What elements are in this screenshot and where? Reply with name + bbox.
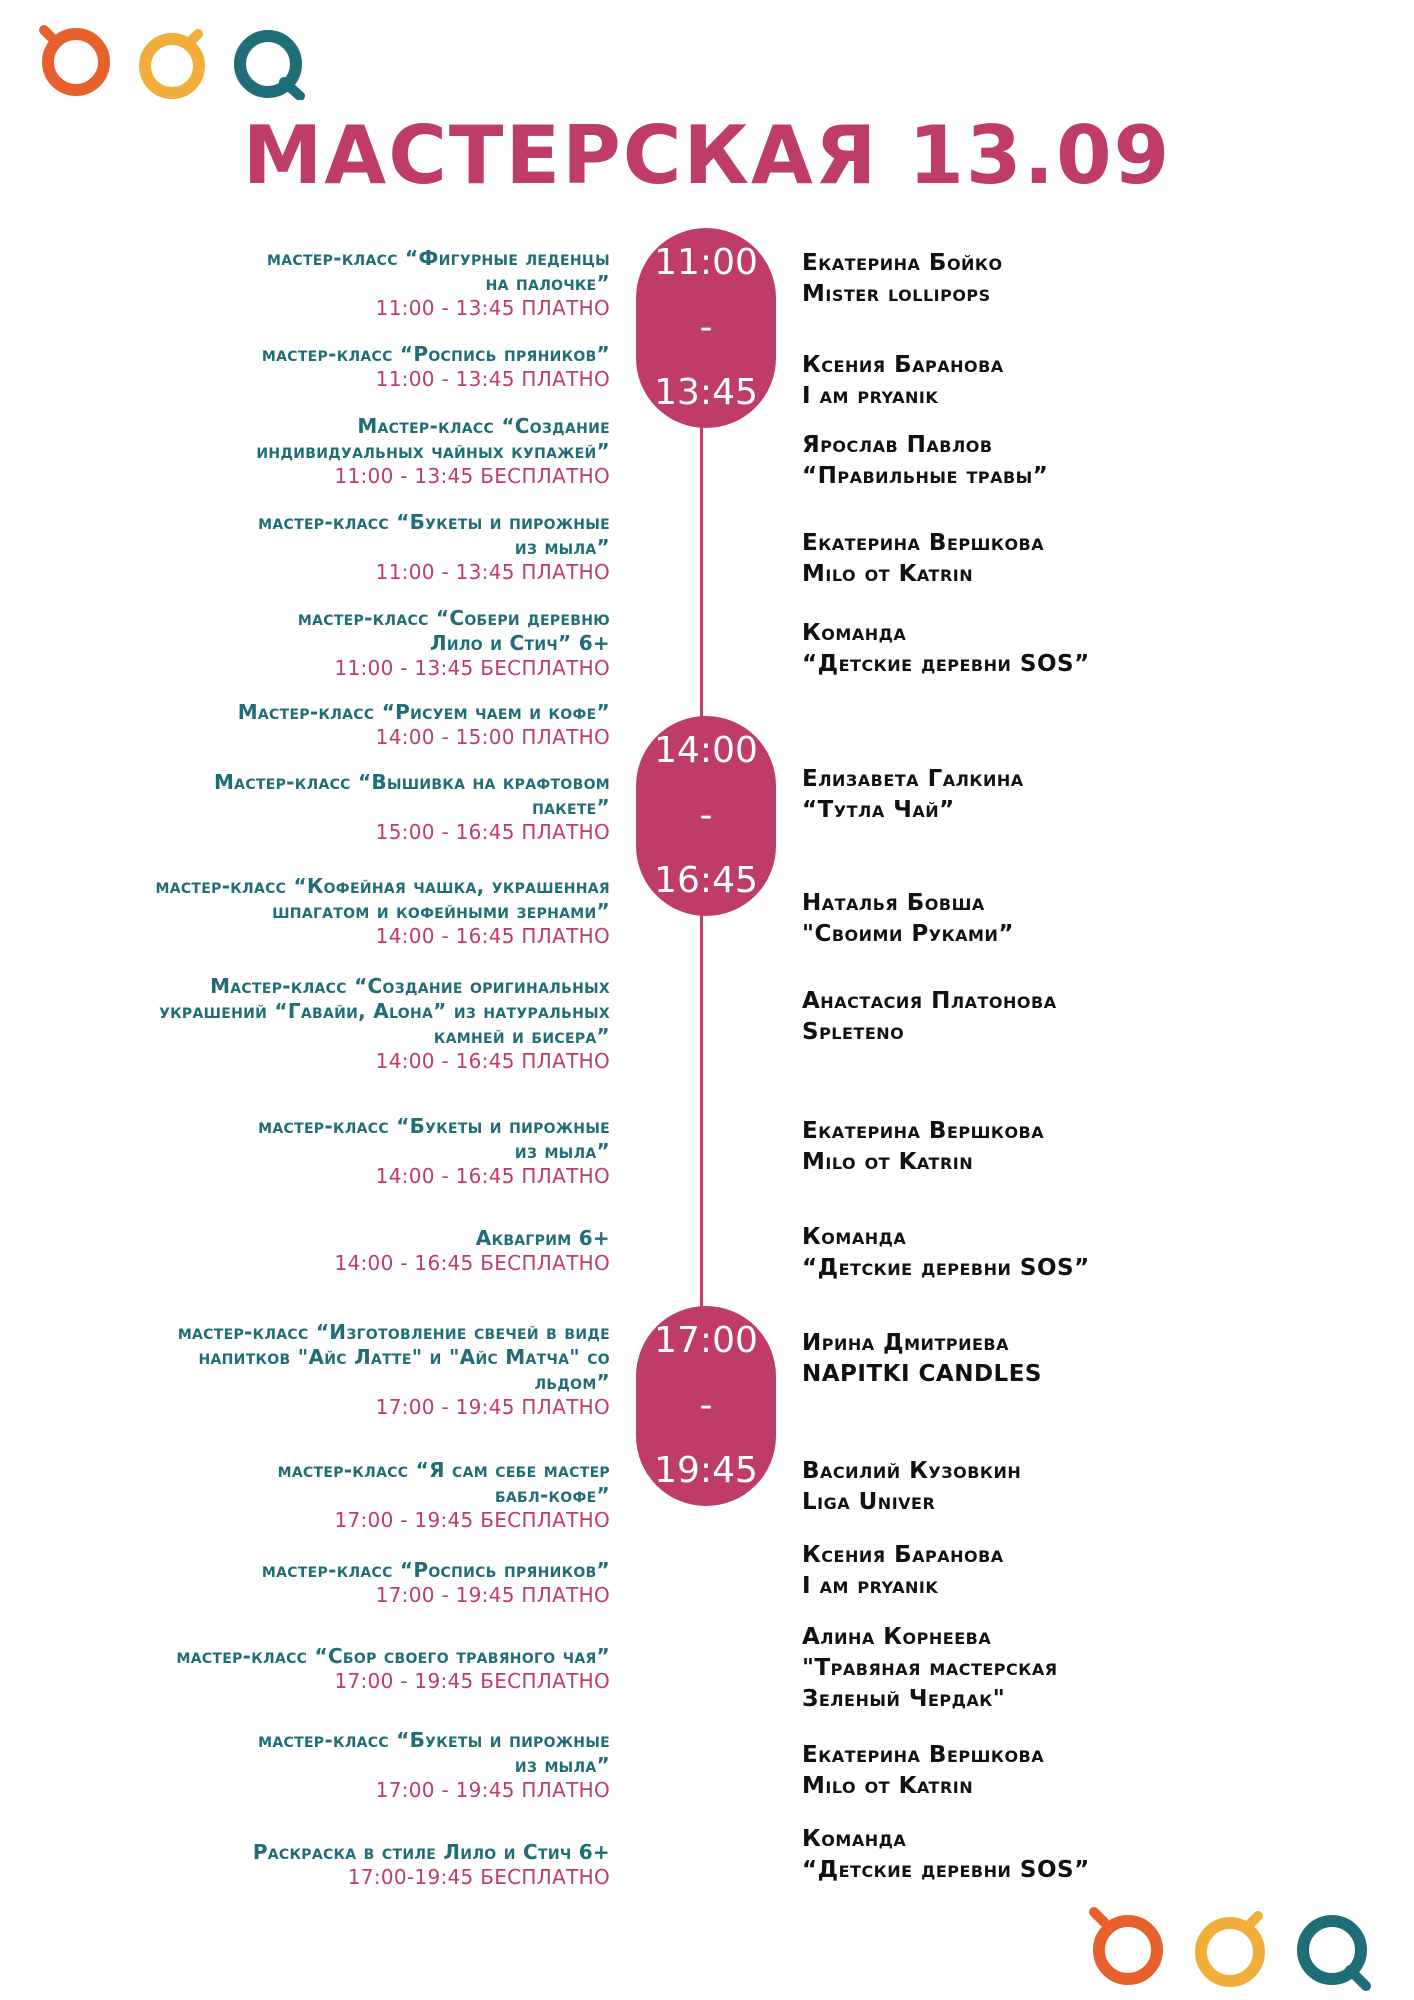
event-item <box>159 974 610 1074</box>
event-title-line: мастер-класс “Роспись пряников” <box>261 1558 610 1582</box>
yellow-ring-icon <box>1201 1916 1259 1981</box>
host-line: “Детские деревни SOS” <box>802 1857 1090 1883</box>
event-title-line: напитков "Айс Латте" и "Айс Матча" со <box>198 1345 610 1369</box>
host-line: Наталья Бовша <box>802 890 985 916</box>
host-line: "Своими Руками” <box>802 921 1014 947</box>
host-line: Екатерина Вершкова <box>802 1118 1045 1144</box>
event-item <box>214 770 610 845</box>
event-title-line: мастер-класс “Букеты и пирожные <box>258 1114 610 1138</box>
event-title-line: Раскраска в стиле Лило и Стич 6+ <box>252 1840 610 1864</box>
event-item <box>262 342 610 392</box>
event-title-line: мастер-класс “Букеты и пирожные <box>258 510 610 534</box>
time-block-dash: - <box>699 795 713 836</box>
event-time: 17:00 - 19:45 ПЛАТНО <box>375 1395 610 1419</box>
orange-ring-icon <box>1094 1912 1157 1979</box>
orange-ring-icon <box>44 30 104 90</box>
event-title-line: шпагатом и кофейными зернами” <box>272 899 610 923</box>
brand-logo-bottom <box>1088 1900 1378 1992</box>
time-block-start: 11:00 <box>654 242 758 283</box>
host-item <box>802 1824 1090 1886</box>
time-block-end: 19:45 <box>654 1450 758 1491</box>
event-title-line: Мастер-класс “Вышивка на крафтовом <box>213 770 610 794</box>
event-item <box>334 1226 610 1276</box>
event-time: 17:00-19:45 БЕСПЛАТНО <box>347 1865 610 1889</box>
event-item <box>256 414 610 489</box>
host-item <box>802 248 1003 310</box>
host-line: "Травяная мастерская <box>802 1655 1058 1681</box>
teal-ring-icon <box>1303 1921 1366 1986</box>
event-time: 11:00 - 13:45 ПЛАТНО <box>375 560 610 584</box>
host-item <box>802 528 1044 590</box>
event-title-line: мастер-класс “Букеты и пирожные <box>258 1728 610 1752</box>
time-block-dash: - <box>699 1385 713 1426</box>
timeline-line <box>700 910 703 1320</box>
event-time: 14:00 - 16:45 ПЛАТНО <box>375 1049 610 1073</box>
event-item <box>262 1558 610 1608</box>
brand-logo-top <box>38 20 308 100</box>
event-title-line: льдом” <box>534 1370 610 1394</box>
host-line: “Детские деревни SOS” <box>802 1255 1090 1281</box>
event-title-line: украшений “Гавайи, Aloha” из натуральных <box>159 999 610 1023</box>
event-title-line: Мастер-класс “Создание <box>357 414 610 438</box>
event-title-line: мастер-класс “Изготовление свечей в виде <box>177 1320 610 1344</box>
event-item <box>278 1458 610 1533</box>
event-item <box>298 606 610 681</box>
event-time: 11:00 - 13:45 ПЛАТНО <box>375 367 610 391</box>
time-block-end: 13:45 <box>654 372 758 413</box>
teal-ring-icon <box>240 36 300 96</box>
host-line: I am pryanik <box>802 1573 939 1599</box>
host-line: Spleteno <box>802 1019 905 1045</box>
host-item <box>802 1540 1004 1602</box>
time-block-dash: - <box>699 307 713 348</box>
event-time: 11:00 - 13:45 БЕСПЛАТНО <box>334 464 610 488</box>
host-line: Команда <box>802 1224 907 1250</box>
event-item <box>258 1114 610 1189</box>
event-item <box>178 1320 610 1420</box>
host-item <box>802 1222 1090 1284</box>
host-line: “Правильные травы” <box>802 463 1049 489</box>
time-block-evening <box>636 1306 776 1506</box>
event-time: 11:00 - 13:45 БЕСПЛАТНО <box>334 656 610 680</box>
host-item <box>802 1456 1021 1518</box>
host-line: Екатерина Вершкова <box>802 1742 1045 1768</box>
host-line: Анастасия Платонова <box>802 988 1057 1014</box>
host-line: Mister lollipops <box>802 281 991 307</box>
host-line: Екатерина Вершкова <box>802 530 1045 556</box>
event-title-line: мастер-класс “Сбор своего травяного чая” <box>176 1644 610 1668</box>
host-line: Milo от Katrin <box>802 1149 974 1175</box>
event-title-line: из мыла” <box>514 1139 610 1163</box>
event-item <box>258 510 610 585</box>
event-title-line: Аквагрим 6+ <box>475 1226 610 1250</box>
event-title-line: мастер-класс “Я сам себе мастер <box>277 1458 610 1482</box>
event-title-line: из мыла” <box>514 535 610 559</box>
event-title-line: Мастер-класс “Создание оригинальных <box>210 974 610 998</box>
page-title: МАСТЕРСКАЯ 13.09 <box>242 109 1172 202</box>
event-title-line: из мыла” <box>514 1753 610 1777</box>
host-item <box>802 350 1004 412</box>
event-title-line: бабл-кофе” <box>494 1483 610 1507</box>
host-item <box>802 1116 1044 1178</box>
host-item <box>802 764 1024 826</box>
host-line: Василий Кузовкин <box>802 1458 1022 1484</box>
time-block-start: 14:00 <box>654 730 758 771</box>
time-block-afternoon <box>636 716 776 916</box>
host-line: NAPITKI CANDLES <box>802 1361 1042 1387</box>
host-line: Ярослав Павлов <box>802 432 993 458</box>
event-time: 17:00 - 19:45 ПЛАТНО <box>375 1778 610 1802</box>
host-item <box>802 618 1090 680</box>
event-title-line: индивидуальных чайных купажей” <box>256 439 610 463</box>
event-title-line: Лило и Стич” 6+ <box>429 631 610 655</box>
host-line: Ирина Дмитриева <box>802 1330 1009 1356</box>
event-time: 14:00 - 16:45 ПЛАТНО <box>375 924 610 948</box>
event-time: 17:00 - 19:45 ПЛАТНО <box>375 1583 610 1607</box>
event-item <box>267 246 610 321</box>
host-item <box>802 1740 1044 1802</box>
event-title-line: камней и бисера” <box>433 1024 610 1048</box>
host-item <box>802 430 1048 492</box>
host-item <box>802 986 1057 1048</box>
event-time: 17:00 - 19:45 БЕСПЛАТНО <box>334 1669 610 1693</box>
host-line: Ксения Баранова <box>802 1542 1004 1568</box>
yellow-ring-icon <box>145 34 199 93</box>
event-title-line: на палочке” <box>485 271 610 295</box>
host-line: I am pryanik <box>802 383 939 409</box>
time-block-morning <box>636 228 776 428</box>
host-line: Алина Корнеева <box>802 1624 992 1650</box>
host-line: Команда <box>802 620 907 646</box>
host-line: Зеленый Чердак" <box>802 1686 1006 1712</box>
time-block-end: 16:45 <box>654 860 758 901</box>
timeline-line <box>700 420 703 720</box>
event-time: 14:00 - 16:45 ПЛАТНО <box>375 1164 610 1188</box>
host-line: Milo от Katrin <box>802 1773 974 1799</box>
event-title-line: мастер-класс “Кофейная чашка, украшенная <box>155 874 610 898</box>
host-line: “Тутла Чай” <box>802 797 955 823</box>
host-item <box>802 1328 1042 1390</box>
host-line: Екатерина Бойко <box>802 250 1003 276</box>
host-line: Елизавета Галкина <box>802 766 1024 792</box>
event-item <box>155 874 610 949</box>
event-time: 15:00 - 16:45 ПЛАТНО <box>375 820 610 844</box>
event-item <box>238 700 610 750</box>
event-title-line: мастер-класс “Роспись пряников” <box>261 342 610 366</box>
host-line: Команда <box>802 1826 907 1852</box>
host-item <box>802 888 1014 950</box>
time-block-start: 17:00 <box>654 1320 758 1361</box>
host-line: “Детские деревни SOS” <box>802 651 1090 677</box>
event-item <box>258 1728 610 1803</box>
host-item <box>802 1622 1058 1715</box>
event-title-line: пакете” <box>532 795 610 819</box>
event-time: 11:00 - 13:45 ПЛАТНО <box>375 296 610 320</box>
event-time: 14:00 - 15:00 ПЛАТНО <box>375 725 610 749</box>
host-line: Ксения Баранова <box>802 352 1004 378</box>
host-line: Milo от Katrin <box>802 561 974 587</box>
event-title-line: Мастер-класс “Рисуем чаем и кофе” <box>237 700 610 724</box>
event-time: 17:00 - 19:45 БЕСПЛАТНО <box>334 1508 610 1532</box>
event-title-line: мастер-класс “Собери деревню <box>297 606 610 630</box>
event-time: 14:00 - 16:45 БЕСПЛАТНО <box>334 1251 610 1275</box>
host-line: Liga Univer <box>802 1489 936 1515</box>
event-item <box>253 1840 610 1890</box>
event-title-line: мастер-класс “Фигурные леденцы <box>267 246 610 270</box>
event-item <box>176 1644 610 1694</box>
